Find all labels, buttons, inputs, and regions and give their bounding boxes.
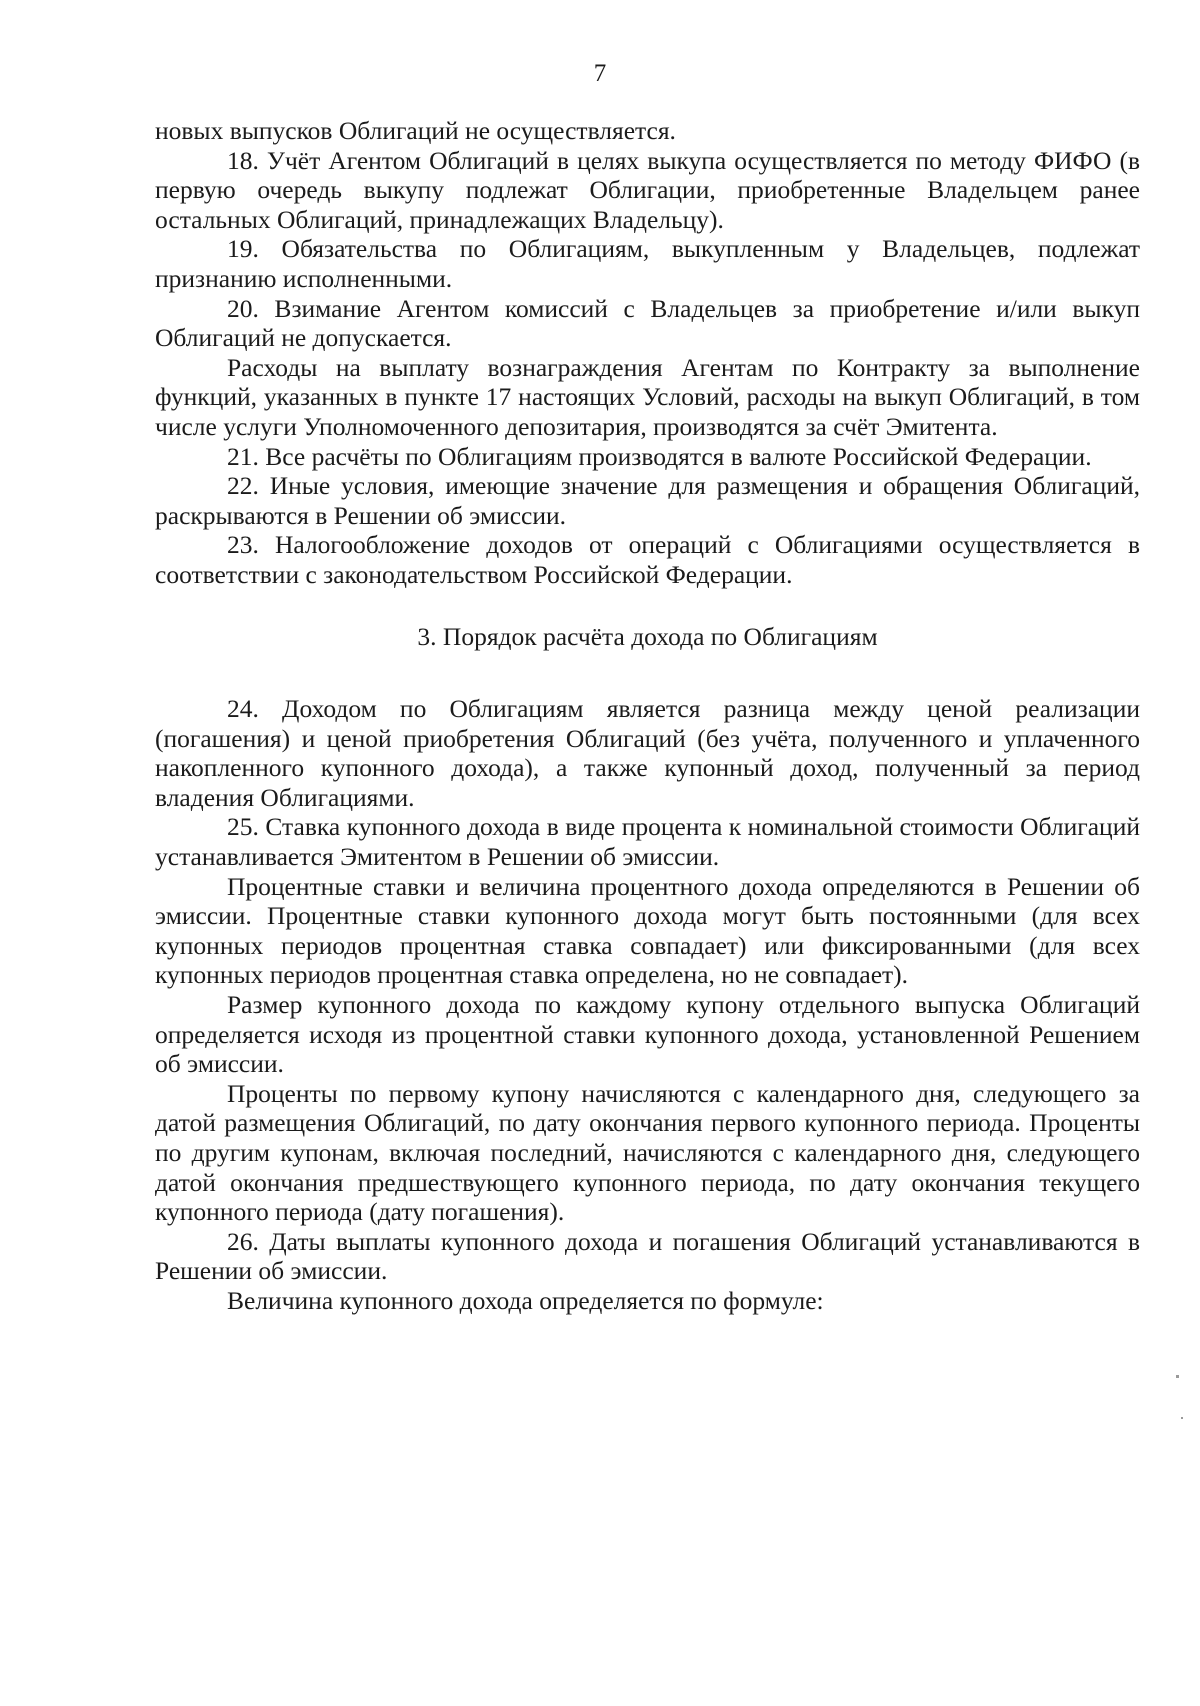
paragraph-23: 23. Налогообложение доходов от операций с Облигациями осуществляется в соответствии с законодательством Российской Федерации. <box>155 530 1140 589</box>
paragraph-19: 19. Обязательства по Облигациям, выкупленным у Владельцев, подлежат признанию исполненными. <box>155 234 1140 293</box>
page-number: 7 <box>593 60 607 87</box>
paragraph-25-coupon-size: Размер купонного дохода по каждому купону отдельного выпуска Облигаций определяется исходя из процентной ставки купонного дохода, установленной Решением об эмиссии. <box>155 990 1140 1079</box>
paragraph-25: 25. Ставка купонного дохода в виде процента к номинальной стоимости Облигаций устанавливается Эмитентом в Решении об эмиссии. <box>155 812 1140 872</box>
paragraph-26: 26. Даты выплаты купонного дохода и погашения Облигаций устанавливаются в Решении об эмиссии. <box>155 1226 1140 1286</box>
document-body <box>155 116 1140 1316</box>
paragraph-22: 22. Иные условия, имеющие значение для размещения и обращения Облигаций, раскрываются в Решении об эмиссии. <box>155 471 1140 530</box>
paragraph-24: 24. Доходом по Облигациям является разница между ценой реализации (погашения) и ценой приобретения Облигаций (без учёта, полученного и уплаченного накопленного купонного дохода), а также купонный доход, полученный за период владения Облигациями. <box>155 694 1140 812</box>
section-heading: 3. Порядок расчёта дохода по Облигациям <box>417 621 878 651</box>
scan-speck <box>1176 1375 1179 1378</box>
paragraph-21: 21. Все расчёты по Облигациям производятся в валюте Российской Федерации. <box>227 441 1092 471</box>
paragraph-18: 18. Учёт Агентом Облигаций в целях выкупа осуществляется по методу ФИФО (в первую очередь выкупу подлежат Облигации, приобретенные Владельцем ранее остальных Облигаций, принадлежащих Владельцу). <box>155 145 1140 234</box>
paragraph-20: 20. Взимание Агентом комиссий с Владельцев за приобретение и/или выкуп Облигаций не допускается. <box>155 293 1140 353</box>
paragraph-continuation: новых выпусков Облигаций не осуществляется. <box>155 116 676 145</box>
paragraph-20-expenses: Расходы на выплату вознаграждения Агентам по Контракту за выполнение функций, указанных в пункте 17 настоящих Условий, расходы на выкуп Облигаций, в том числе услуги Уполномоченного депозитария, производятся за счёт Эмитента. <box>155 352 1140 441</box>
paragraph-25-rates: Процентные ставки и величина процентного дохода определяются в Решении об эмиссии. Процентные ставки купонного дохода могут быть постоянными (для всех купонных периодов процентная ставка совпадает) или фиксированными (для всех купонных периодов процентная ставка определена, но не совпадает). <box>155 871 1140 990</box>
scan-speck <box>1181 1417 1183 1419</box>
paragraph-25-accrual: Проценты по первому купону начисляются с календарного дня, следующего за датой размещения Облигаций, по дату окончания первого купонного периода. Проценты по другим купонам, включая последний, начисляются с календарного дня, следующего датой окончания предшествующего купонного периода, по дату окончания текущего купонного периода (дату погашения). <box>155 1078 1140 1227</box>
paragraph-26-formula-intro: Величина купонного дохода определяется по формуле: <box>227 1285 824 1315</box>
